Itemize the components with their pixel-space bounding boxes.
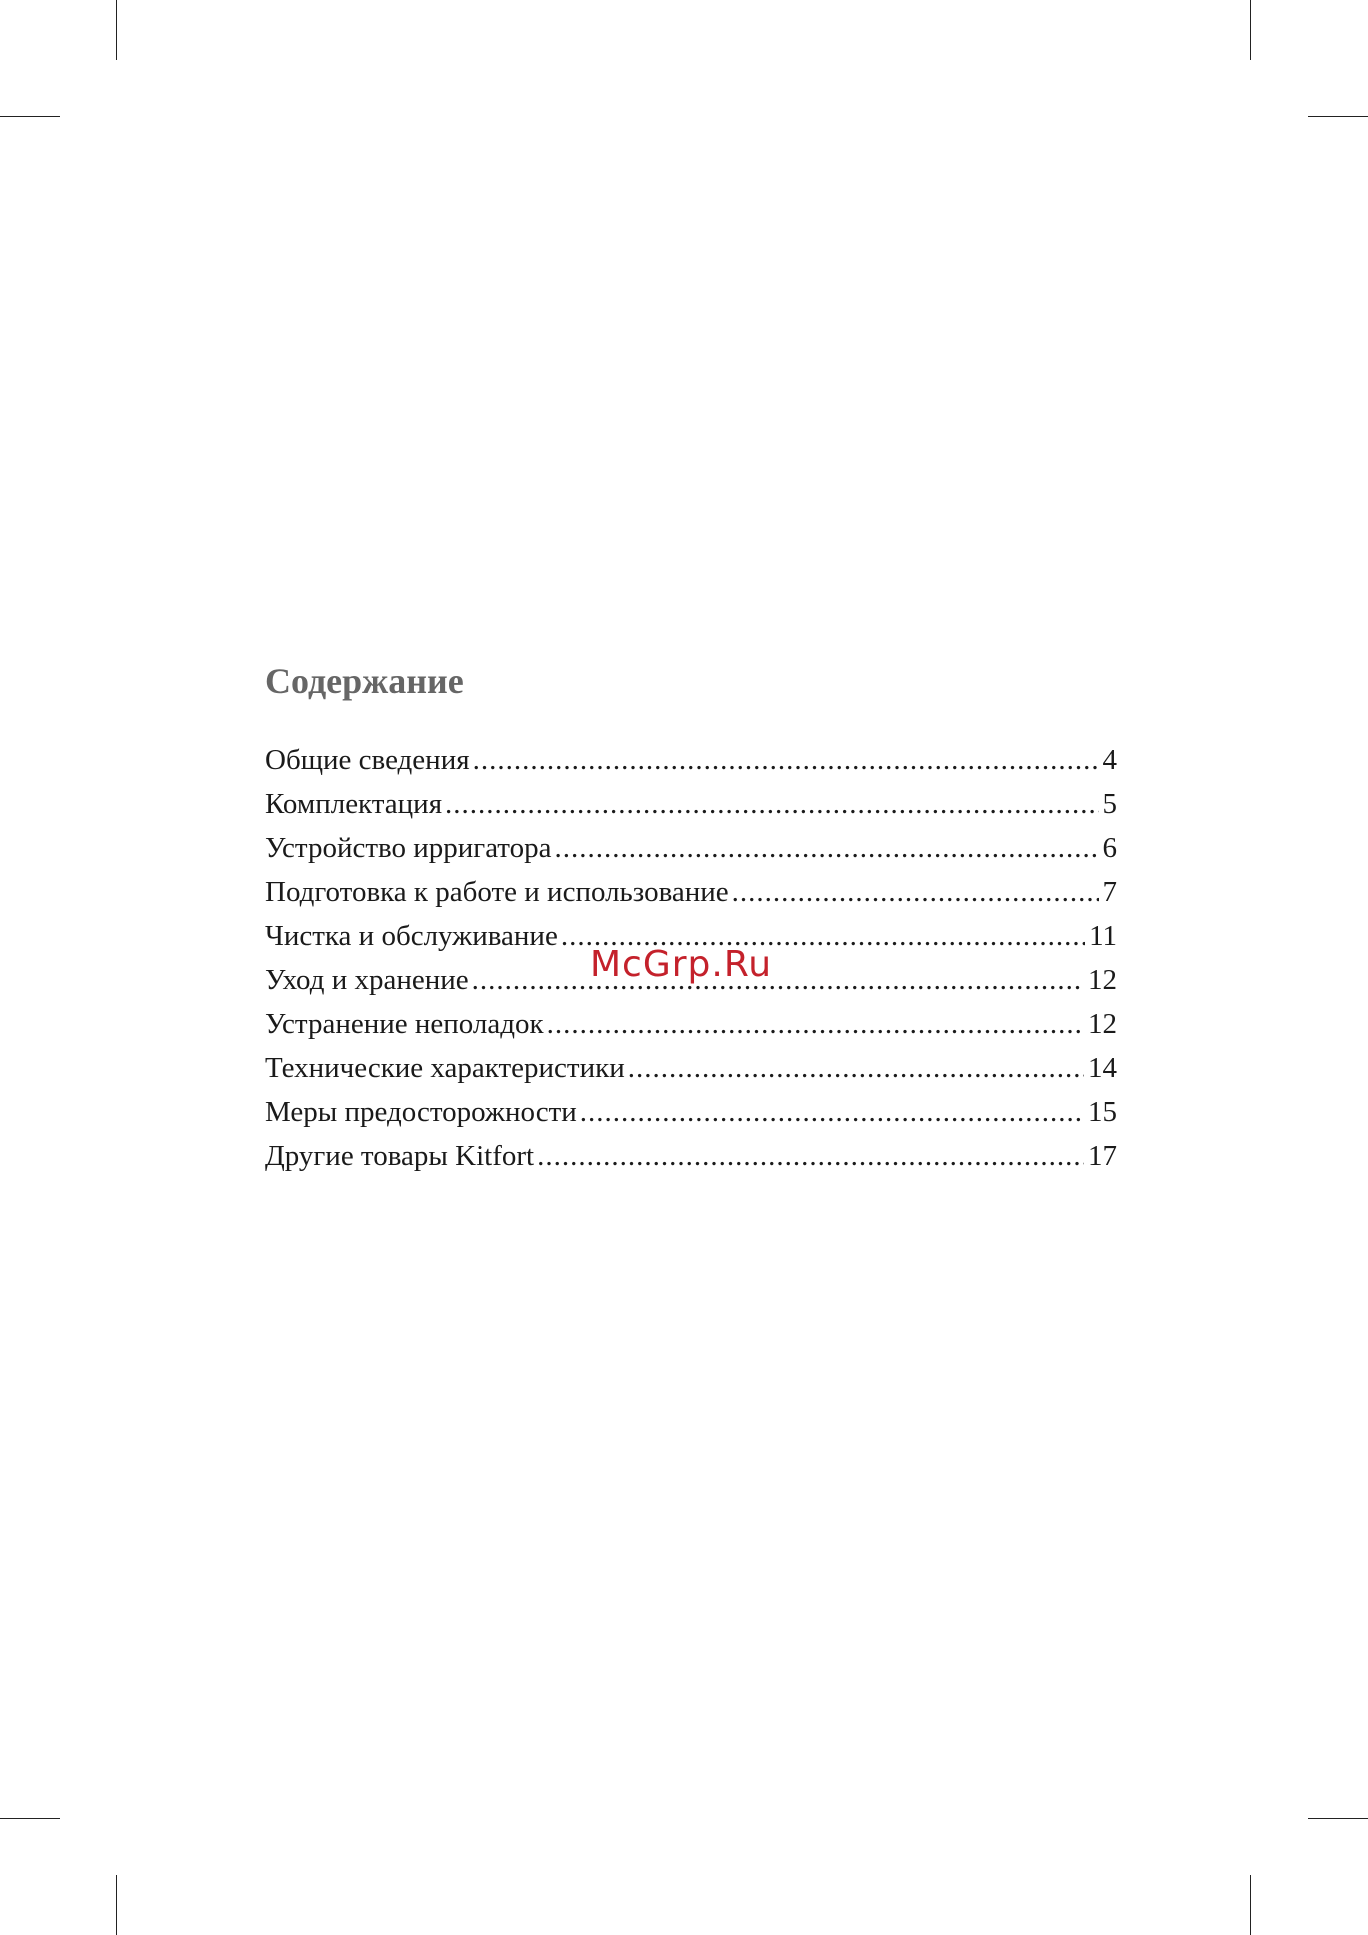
toc-entry[interactable] (265, 876, 1117, 920)
toc-title: Содержание (265, 661, 464, 701)
toc-entry[interactable] (265, 832, 1117, 876)
toc-entry-page: 4 (1102, 744, 1117, 776)
toc-leader (580, 1096, 1084, 1129)
toc-leader (473, 744, 1099, 777)
watermark-text: McGrp.Ru (590, 944, 773, 985)
toc-entry-text: Устранение неполадок (265, 1008, 544, 1040)
toc-entry[interactable] (265, 1096, 1117, 1140)
crop-mark (1308, 116, 1368, 117)
toc-entry-text: Чистка и обслуживание (265, 920, 558, 952)
toc-entry-text: Подготовка к работе и использование (265, 876, 729, 908)
crop-mark (0, 1818, 60, 1819)
toc-entry-page: 12 (1088, 964, 1117, 996)
toc-entry-text: Устройство ирригатора (265, 832, 552, 864)
toc-entry-text: Комплектация (265, 788, 443, 820)
toc-entry[interactable] (265, 788, 1117, 832)
toc-entry-page: 15 (1088, 1096, 1117, 1128)
crop-mark (1250, 1875, 1251, 1935)
crop-mark (116, 1875, 117, 1935)
toc-entry-text: Уход и хранение (265, 964, 469, 996)
toc-entry-text: Меры предосторожности (265, 1096, 577, 1128)
toc-entry-page: 14 (1088, 1052, 1117, 1084)
toc-entry-page: 6 (1102, 832, 1117, 864)
crop-mark (1250, 0, 1251, 60)
toc-leader (732, 876, 1099, 909)
toc-entry-page: 12 (1088, 1008, 1117, 1040)
toc-entry-text: Общие сведения (265, 744, 470, 776)
toc-entry-page: 5 (1102, 788, 1117, 820)
toc-entry[interactable] (265, 1140, 1117, 1184)
toc-entry-text: Другие товары Kitfort (265, 1140, 535, 1172)
toc-leader (547, 1008, 1084, 1041)
crop-mark (116, 0, 117, 60)
toc-leader (445, 788, 1098, 821)
toc-leader (554, 832, 1098, 865)
toc-entry[interactable] (265, 744, 1117, 788)
toc-leader (537, 1140, 1084, 1173)
toc-entry[interactable] (265, 1008, 1117, 1052)
toc-leader (628, 1052, 1084, 1085)
toc-leader (472, 964, 1084, 997)
toc-entry-page: 11 (1089, 920, 1117, 952)
toc-entry-page: 17 (1088, 1140, 1117, 1172)
crop-mark (0, 116, 60, 117)
toc-entry[interactable] (265, 1052, 1117, 1096)
toc-entry-page: 7 (1102, 876, 1117, 908)
crop-mark (1308, 1818, 1368, 1819)
toc-entry-text: Технические характеристики (265, 1052, 625, 1084)
